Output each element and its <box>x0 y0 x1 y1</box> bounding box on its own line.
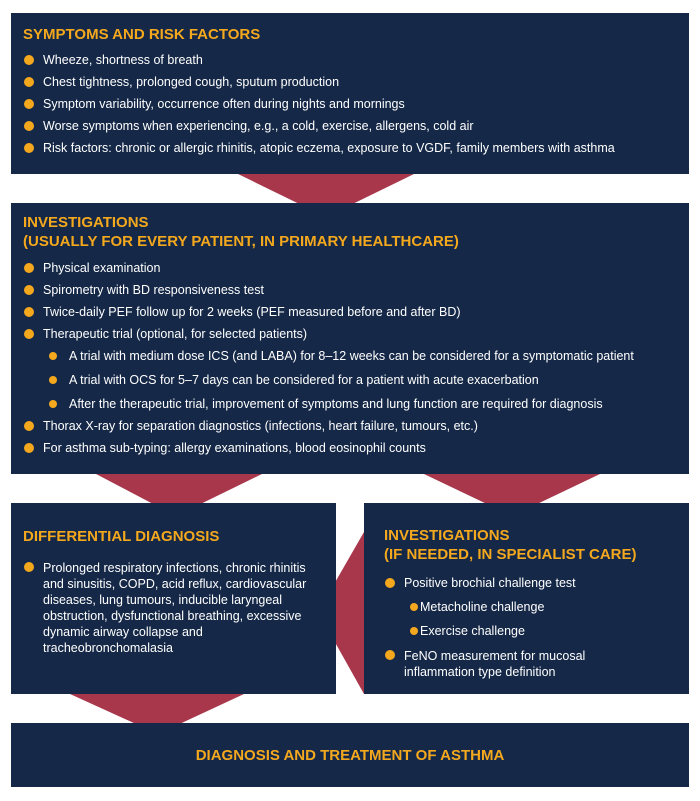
specialist-investigation-item: FeNO measurement for mucosal inflammation type definition <box>384 648 654 680</box>
differential-diagnosis-box <box>11 503 336 694</box>
investigations-primary-title-line2: (USUALLY FOR EVERY PATIENT, IN PRIMARY HEALTHCARE) <box>23 233 459 250</box>
investigation-item: For asthma sub-typing: allergy examinations, blood eosinophil counts <box>23 441 689 456</box>
investigation-item: Physical examination <box>23 261 689 276</box>
symptoms-title: SYMPTOMS AND RISK FACTORS <box>23 26 261 43</box>
differential-diagnosis-item: Prolonged respiratory infections, chronic rhinitis and sinusitis, COPD, acid reflux, cardiovascular diseases, lung tumours, inducible laryngeal obstruction, dysfunctional breathing, excessive dynamic airway collapse and tracheobronchomalasia <box>23 560 313 656</box>
symptom-item: Risk factors: chronic or allergic rhinitis, atopic eczema, exposure to VGDF, family members with asthma <box>23 141 689 156</box>
investigations-specialist-box <box>364 503 689 694</box>
investigations-primary-box <box>11 203 689 474</box>
therapeutic-trial-subitem: A trial with OCS for 5–7 days can be considered for a patient with acute exacerbation <box>23 373 689 388</box>
diagnosis-treatment-box <box>11 723 689 787</box>
symptom-item: Worse symptoms when experiencing, e.g., a cold, exercise, allergens, cold air <box>23 119 689 134</box>
therapeutic-trial-subitem: A trial with medium dose ICS (and LABA) for 8–12 weeks can be considered for a symptomatic patient <box>23 349 689 364</box>
symptom-item: Wheeze, shortness of breath <box>23 53 689 68</box>
specialist-investigation-item: Positive brochial challenge test <box>384 576 681 591</box>
investigation-item: Spirometry with BD responsiveness test <box>23 283 689 298</box>
investigations-specialist-title-line1: INVESTIGATIONS <box>384 527 510 544</box>
therapeutic-trial-subitem: After the therapeutic trial, improvement of symptoms and lung function are required for diagnosis <box>23 397 689 412</box>
investigation-item: Thorax X-ray for separation diagnostics (infections, heart failure, tumours, etc.) <box>23 419 689 434</box>
investigation-item: Therapeutic trial (optional, for selected patients) <box>23 327 689 342</box>
symptoms-box <box>11 13 689 174</box>
differential-diagnosis-title: DIFFERENTIAL DIAGNOSIS <box>23 528 220 545</box>
challenge-test-subitem: Exercise challenge <box>384 624 681 639</box>
investigations-specialist-title-line2: (IF NEEDED, IN SPECIALIST CARE) <box>384 546 637 563</box>
investigations-primary-title-line1: INVESTIGATIONS <box>23 214 149 231</box>
investigation-item: Twice-daily PEF follow up for 2 weeks (PEF measured before and after BD) <box>23 305 689 320</box>
symptom-item: Chest tightness, prolonged cough, sputum production <box>23 75 689 90</box>
diagnosis-treatment-title: DIAGNOSIS AND TREATMENT OF ASTHMA <box>195 746 505 764</box>
symptom-item: Symptom variability, occurrence often during nights and mornings <box>23 97 689 112</box>
challenge-test-subitem: Metacholine challenge <box>384 600 681 615</box>
